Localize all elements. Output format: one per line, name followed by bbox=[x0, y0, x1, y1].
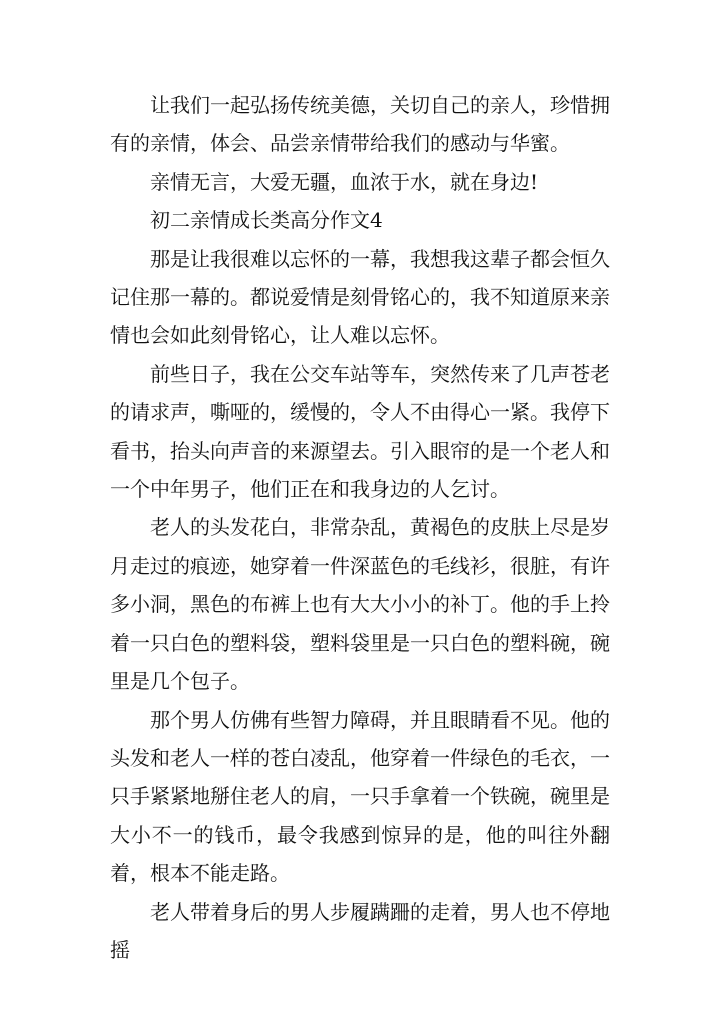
paragraph: 那是让我很难以忘怀的一幕，我想我这辈子都会恒久记住那一幕的。都说爱情是刻骨铭心的，我不知道原来亲情也会如此刻骨铭心，让人难以忘怀。 bbox=[110, 246, 610, 348]
document-body bbox=[110, 86, 610, 969]
paragraph: 那个男人仿佛有些智力障碍，并且眼睛看不见。他的头发和老人一样的苍白凌乱，他穿着一件绿色的毛衣，一只手紧紧地掰住老人的肩，一只手拿着一个铁碗，碗里是大小不一的钱币，最令我感到惊异的是，他的叫往外翻着，根本不能走路。 bbox=[110, 707, 610, 886]
paragraph: 老人的头发花白，非常杂乱，黄褐色的皮肤上尽是岁月走过的痕迹，她穿着一件深蓝色的毛线衫，很脏，有许多小洞，黑色的布裤上也有大大小小的补丁。他的手上拎着一只白色的塑料袋，塑料袋里是一只白色的塑料碗，碗里是几个包子。 bbox=[110, 515, 610, 694]
paragraph: 让我们一起弘扬传统美德，关切自己的亲人，珍惜拥有的亲情，体会、品尝亲情带给我们的感动与华蜜。 bbox=[110, 93, 610, 156]
paragraph: 老人带着身后的男人步履蹒跚的走着，男人也不停地摇 bbox=[110, 899, 610, 962]
paragraph: 前些日子，我在公交车站等车，突然传来了几声苍老的请求声，嘶哑的，缓慢的，令人不由得心一紧。我停下看书，抬头向声音的来源望去。引入眼帘的是一个老人和一个中年男子，他们正在和我身边的人乞讨。 bbox=[110, 361, 610, 502]
section-heading: 初二亲情成长类高分作文4 bbox=[150, 208, 383, 233]
paragraph: 亲情无言，大爱无疆，血浓于水，就在身边! bbox=[150, 169, 539, 194]
